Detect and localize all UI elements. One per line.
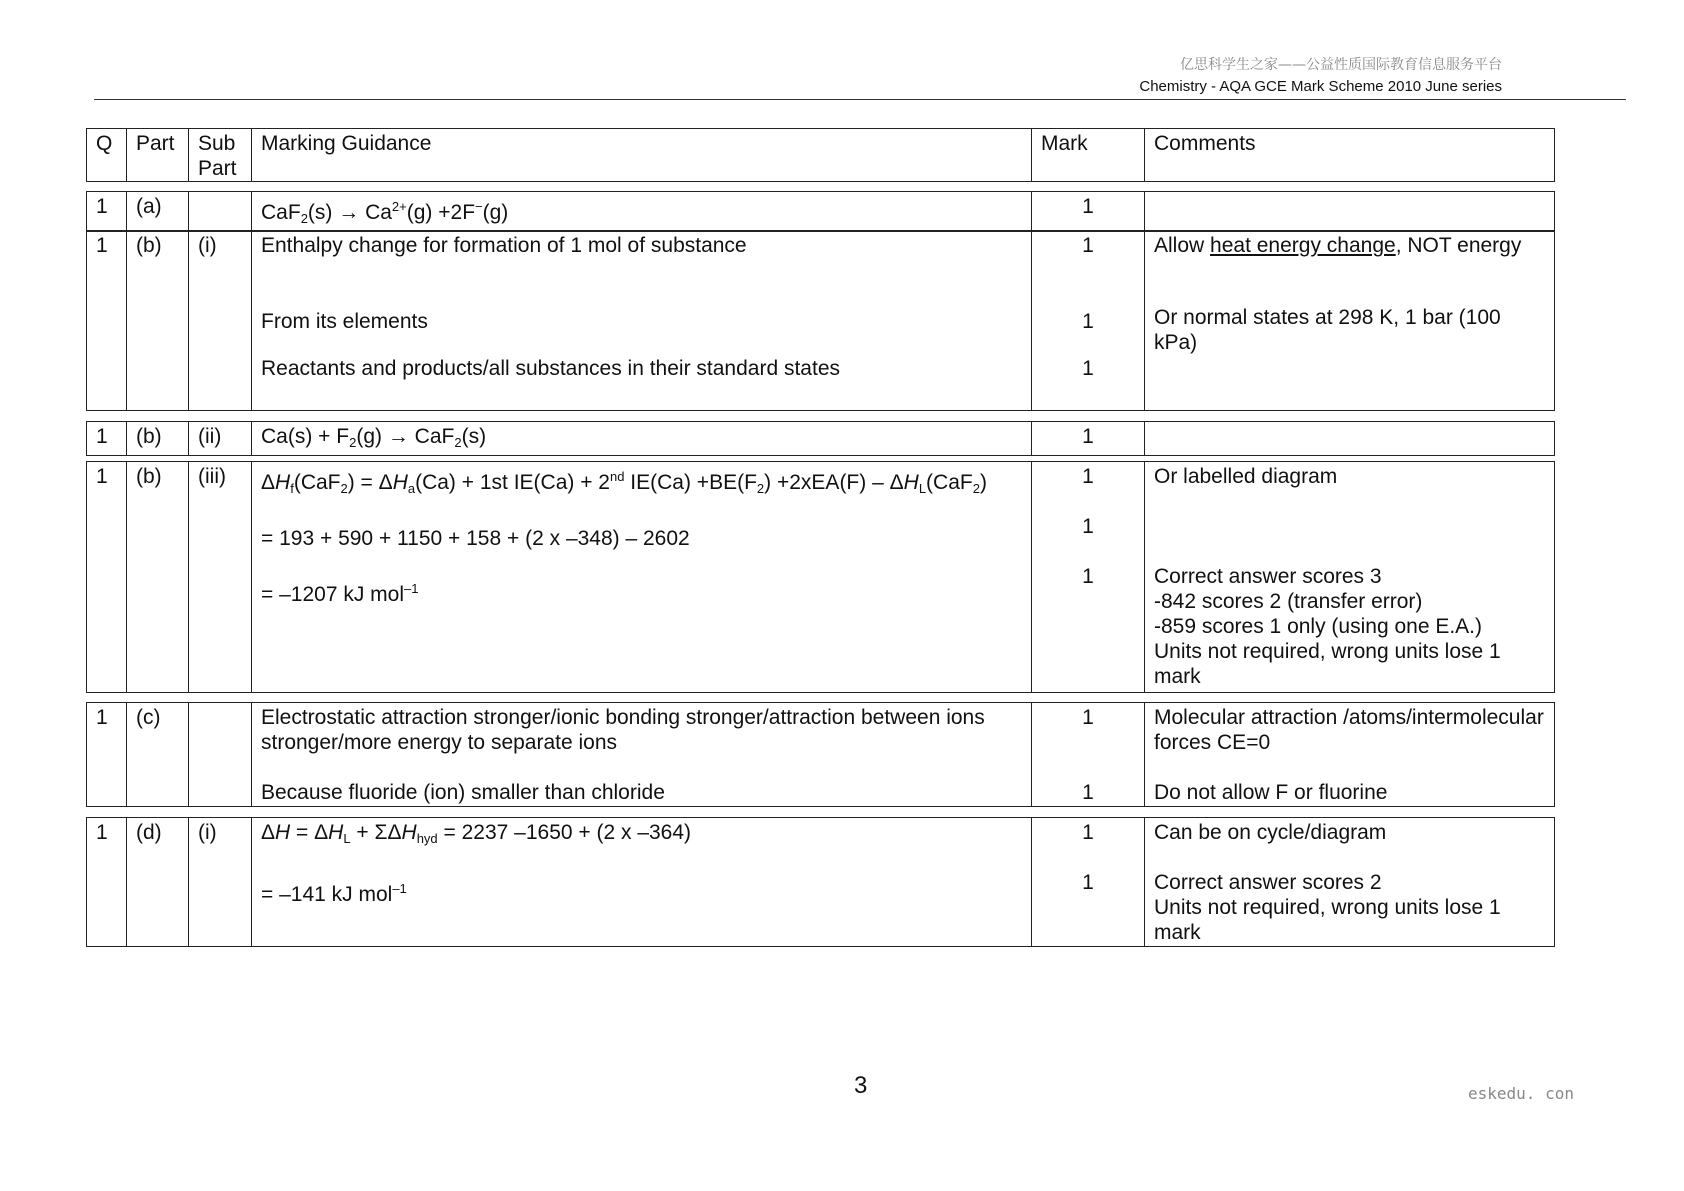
row-1b-i (86, 230, 1555, 411)
guidance-equation: $CaF_2(s) \to Ca^{2+}(g) +2F^-(g)$ (252, 192, 1032, 232)
header-site-name: 亿思科学生之家——公益性质国际教育信息服务平台 (1180, 57, 1502, 73)
row-1c (86, 702, 1555, 807)
subpart-label (189, 703, 252, 807)
mark-value: 1 (1082, 310, 1094, 333)
part-label: (b) (127, 422, 189, 456)
q-number: 1 (87, 462, 127, 693)
mark-cell (1032, 231, 1145, 411)
part-label: (c) (127, 703, 189, 807)
row-1b-iii (86, 461, 1555, 693)
comment-line: Allow heat energy change, NOT energy (1154, 234, 1522, 257)
row-1b-ii (86, 421, 1555, 456)
header-title: Chemistry - AQA GCE Mark Scheme 2010 June series (1139, 78, 1502, 95)
guidance-line: Enthalpy change for formation of 1 mol of substance (261, 234, 747, 257)
guidance-cell (252, 818, 1032, 947)
comment-line: Units not required, wrong units lose 1 mark (1154, 640, 1501, 688)
guidance-cell (252, 703, 1032, 807)
comment-line: -842 scores 2 (transfer error) (1154, 590, 1423, 613)
subpart-label: (iii) (189, 462, 252, 693)
comment-line: Units not required, wrong units lose 1 mark (1154, 896, 1501, 944)
guidance-cell (252, 231, 1032, 411)
mark-cell (1032, 703, 1145, 807)
mark-value: 1 (1082, 465, 1094, 488)
guidance-line: Because fluoride (ion) smaller than chloride (261, 781, 665, 804)
guidance-line: From its elements (261, 310, 428, 333)
subpart-label: (i) (189, 231, 252, 411)
mark-value: 1 (1082, 706, 1094, 729)
guidance-cell (252, 462, 1032, 693)
col-header-comments: Comments (1145, 129, 1555, 182)
part-label: (b) (127, 231, 189, 411)
col-header-mark: Mark (1032, 129, 1145, 182)
guidance-line: = 193 + 590 + 1150 + 158 + (2 x –348) – 2602 (261, 527, 690, 550)
comments-cell (1145, 192, 1555, 232)
guidance-equation: $Ca(s) + F_2(g) \to CaF_2(s)$ (252, 422, 1032, 456)
part-label: (a) (127, 192, 189, 232)
col-header-subpart: Sub Part (189, 129, 252, 182)
page-number: 3 (854, 1072, 868, 1099)
comment-line: Correct answer scores 3 (1154, 565, 1382, 588)
subpart-label (189, 192, 252, 232)
col-header-part: Part (127, 129, 189, 182)
mark-value: 1 (1082, 781, 1094, 804)
comments-cell (1145, 462, 1555, 693)
guidance-equation: $\Delta H_f(CaF_2) = \Delta H_a(Ca) + 1st$ IE(Ca) + 2nd $IE(Ca) +BE(F_2) +2xEA(F) - \Delta H_L(CaF_2)$ (261, 469, 987, 496)
mark-value: 1 (1082, 234, 1094, 257)
part-label: (d) (127, 818, 189, 947)
subpart-label: (i) (189, 818, 252, 947)
mark-value: 1 (1082, 515, 1094, 538)
table-header (86, 128, 1555, 182)
col-header-q: Q (87, 129, 127, 182)
guidance-equation: $\Delta H = \Delta H_L + \Sigma\Delta H_{hyd} = 2237$ –1650 + (2 x –364) (261, 821, 692, 846)
comment-line: -859 scores 1 only (using one E.A.) (1154, 615, 1483, 638)
mark-cell (1032, 462, 1145, 693)
guidance-answer: = –141 kJ mol$^{-1}$ (261, 881, 407, 906)
col-header-guidance: Marking Guidance (252, 129, 1032, 182)
row-1d-i (86, 817, 1555, 947)
watermark-text: eskedu. con (1468, 1084, 1574, 1103)
mark-value: 1 (1082, 821, 1094, 844)
comments-cell (1145, 703, 1555, 807)
comments-cell (1145, 231, 1555, 411)
q-number: 1 (87, 818, 127, 947)
comment-line: Correct answer scores 2 (1154, 871, 1382, 894)
comment-line: Can be on cycle/diagram (1154, 821, 1387, 844)
subpart-label: (ii) (189, 422, 252, 456)
guidance-answer: = –1207 kJ mol$^{-1}$ (261, 581, 419, 606)
row-1a (86, 191, 1555, 232)
q-number: 1 (87, 231, 127, 411)
q-number: 1 (87, 192, 127, 232)
part-label: (b) (127, 462, 189, 693)
comment-line: Or normal states at 298 K, 1 bar (100 kPa) (1154, 306, 1501, 354)
comments-cell (1145, 818, 1555, 947)
mark-value: 1 (1032, 192, 1145, 232)
mark-value: 1 (1082, 565, 1094, 588)
mark-value: 1 (1032, 422, 1145, 456)
comments-cell (1145, 422, 1555, 456)
guidance-line: Reactants and products/all substances in their standard states (261, 357, 840, 380)
mark-cell (1032, 818, 1145, 947)
header-divider (94, 99, 1626, 100)
mark-value: 1 (1082, 871, 1094, 894)
q-number: 1 (87, 422, 127, 456)
q-number: 1 (87, 703, 127, 807)
comment-line: Or labelled diagram (1154, 465, 1338, 488)
comment-line: Do not allow F or fluorine (1154, 781, 1388, 804)
guidance-line: Electrostatic attraction stronger/ionic bonding stronger/attraction between ions stronger/more energy to separate ions (261, 706, 985, 754)
mark-value: 1 (1082, 357, 1094, 380)
comment-line: Molecular attraction /atoms/intermolecular forces CE=0 (1154, 706, 1544, 754)
